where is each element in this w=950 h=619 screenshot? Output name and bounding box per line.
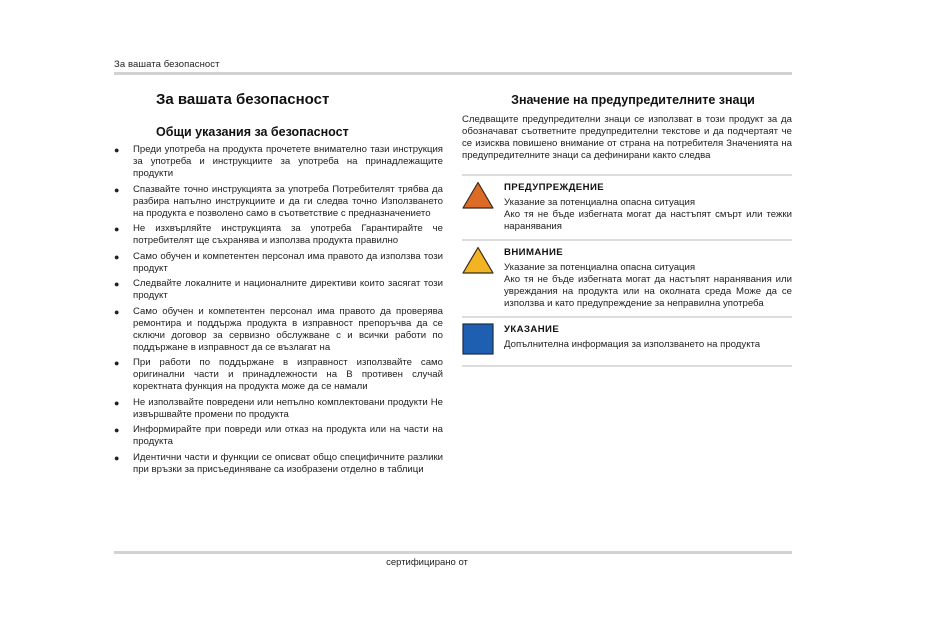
sign-entry-caution (462, 241, 792, 316)
bullet-item: ● Не изхвърляйте инструкцията за употреба Гарантирайте че потребителят ще съхранява и използва продукта правилно (114, 223, 443, 246)
sign-description: Ако тя не бъде избегната могат да настъпят наранявания или увреждания на продукта или на околната среда Може да се използва и като предупреждение за неправилна употреба (504, 274, 792, 309)
bullet-item: ● Информирайте при повреди или отказ на продукта или на части на продукта (114, 424, 443, 447)
safety-bullet-list (113, 144, 443, 476)
bullet-dot-icon: ● (114, 251, 120, 262)
bullet-dot-icon: ● (114, 306, 120, 317)
sign-description: Указание за потенциална опасна ситуация (504, 262, 696, 273)
sign-description: Указание за потенциална опасна ситуация (504, 197, 696, 208)
bullet-dot-icon: ● (114, 452, 120, 463)
sign-entry-warning (462, 176, 792, 239)
sign-description: Ако тя не бъде избегната могат да настъпят смърт или тежки наранявания (504, 209, 792, 232)
warning-signs-title: Значение на предупредителните знаци (511, 93, 755, 107)
sign-heading: ВНИМАНИЕ (504, 247, 564, 258)
bullet-item: ● Само обучен и компетентен персонал има правото да използва този продукт (114, 250, 443, 274)
bullet-dot-icon: ● (114, 397, 120, 408)
bullet-item: ● Следвайте локалните и националните директиви които засягат този продукт (114, 278, 443, 301)
warning-triangle-icon (462, 181, 494, 209)
bullet-dot-icon: ● (114, 358, 120, 368)
page-title: За вашата безопасност (156, 91, 330, 108)
bullet-item: ● Преди употреба на продукта прочетете внимателно тази инструкция за употреба и инструкциите за употреба на принадлежащите продукти (114, 144, 443, 179)
sign-entry-notice (462, 318, 792, 365)
footer-rule (114, 551, 792, 554)
sign-heading: ПРЕДУПРЕЖДЕНИЕ (504, 182, 605, 193)
sign-description: Допълнителна информация за използването на продукта (504, 339, 761, 350)
bullet-item: ● Идентични части и функции се описват общо специфичните разлики при връзки за присъединяване са изобразени отделно в таблици (114, 451, 443, 475)
bullet-item: ● Спазвайте точно инструкцията за употреба Потребителят трябва да разбира напълно инструкциите и да ги следва точно Използването на продукта е позволено само в съответствие с предназначението (114, 183, 443, 219)
bullet-dot-icon: ● (114, 279, 120, 289)
section-title-general-safety: Общи указания за безопасност (156, 125, 349, 139)
notice-square-icon (462, 323, 494, 355)
header-rule (114, 72, 792, 75)
bullet-dot-icon: ● (114, 224, 120, 234)
warning-signs-intro: Следващите предупредителни знаци се използват в този продукт за да обозначават съответните предупредителни текстове и да подчертаят че се изисква повишено внимание от страна на потребителя Значенията на предупредителните знаци са дефинирани както следва (462, 114, 792, 161)
running-header: За вашата безопасност (114, 59, 220, 70)
bullet-dot-icon: ● (114, 425, 120, 435)
right-column (462, 90, 792, 367)
sign-heading: УКАЗАНИЕ (504, 324, 560, 335)
left-column (113, 90, 443, 479)
divider (462, 365, 792, 367)
bullet-item: ● Само обучен и компетентен персонал има правото да проверява ремонтира и поддържа продукта в изправност препоръчва да се сключи договор за сервизно обслужване с и всички работи по поддържане в изправност да се възлагат на (114, 305, 443, 353)
caution-triangle-icon (462, 246, 494, 274)
bullet-item: ● Не използвайте повредени или непълно комплектовани продукти Не извършвайте промени по продукта (114, 396, 443, 420)
bullet-dot-icon: ● (114, 145, 120, 155)
bullet-dot-icon: ● (114, 184, 120, 195)
bullet-item: ● При работи по поддържане в изправност използвайте само оригинални части и принадлежности на В противен случай коректната функция на продукта може да се намали (114, 357, 443, 392)
footer-certified: сертифицирано от (386, 557, 468, 568)
